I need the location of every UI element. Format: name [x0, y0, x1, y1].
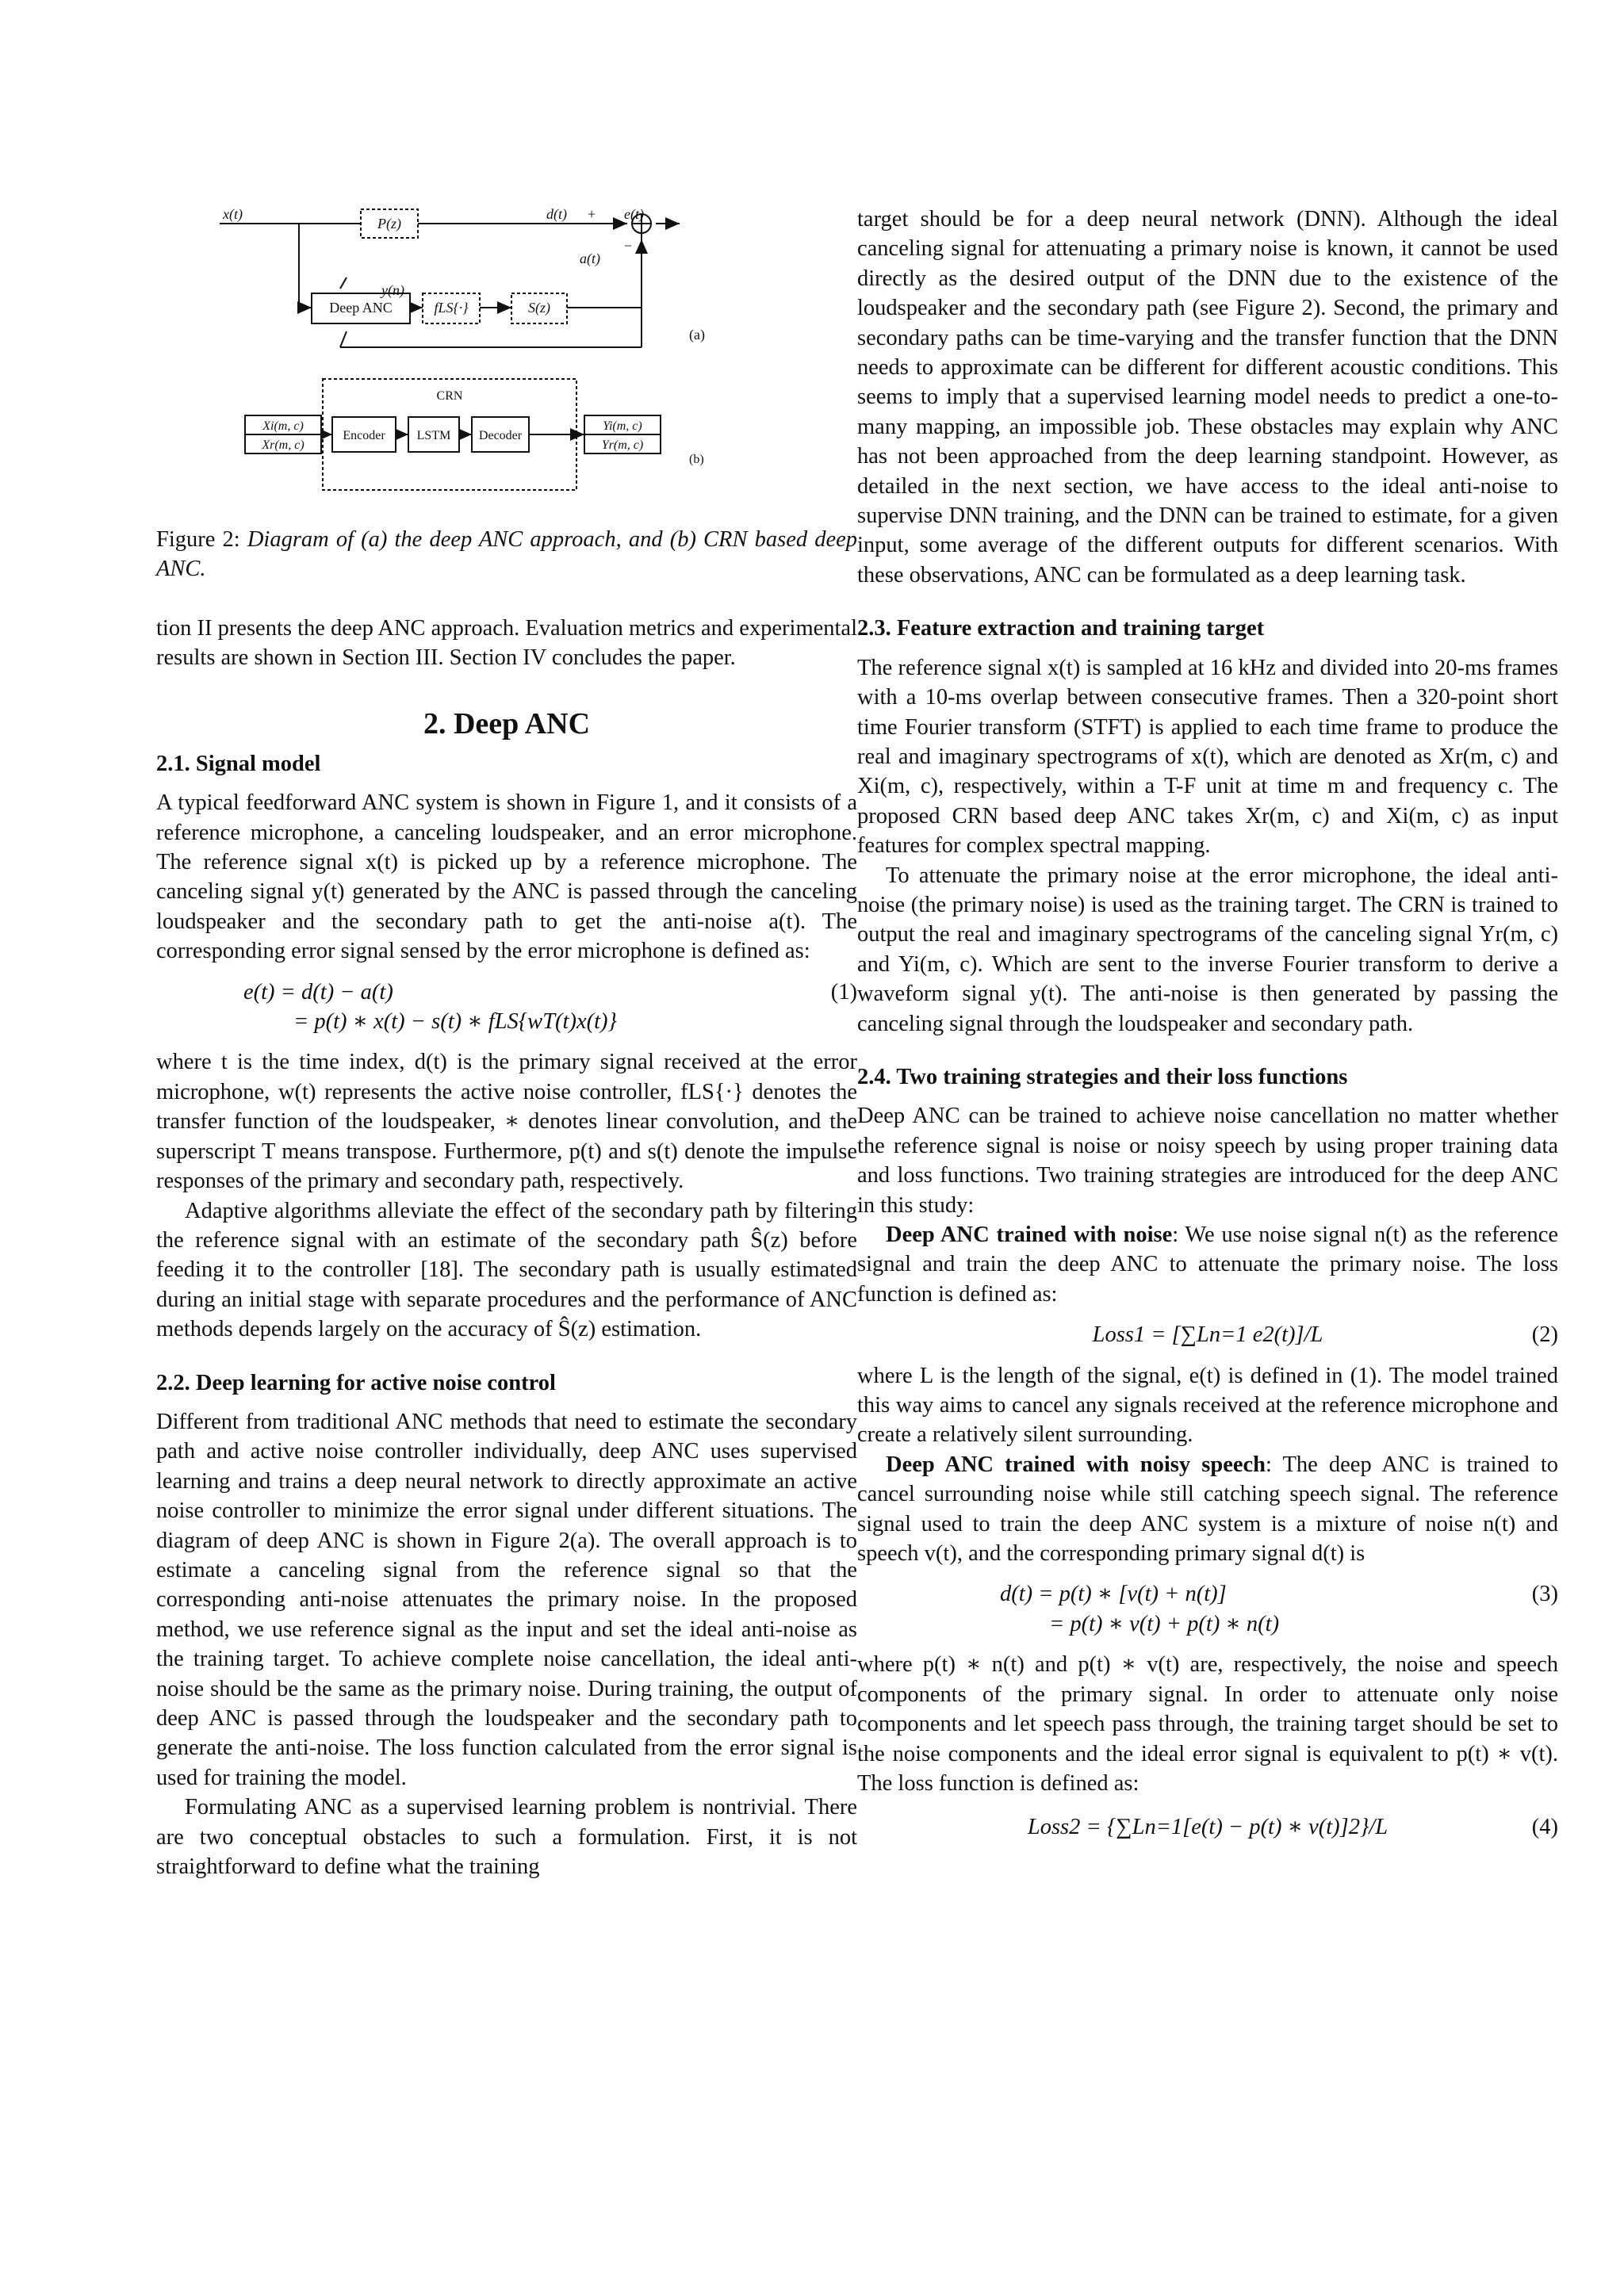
strategies-paragraph-2: where L is the length of the signal, e(t) is defined in (1). The model trained this way aims to cancel any signals received at the reference microphone and create a relatively silent surrounding. [857, 1363, 1558, 1448]
section-title: 2. Deep ANC [423, 706, 591, 740]
equation-1-line-2: = p(t) ∗ x(t) − s(t) ∗ fLS{wT(t)x(t)} [293, 1009, 617, 1035]
equation-1-line-1: e(t) = d(t) − a(t) [243, 979, 393, 1004]
label-dt: d(t) [546, 206, 567, 222]
strategy-noise-text: : We use noise signal n(t) as the reference signal and train the deep ANC to attenuate the primary noise. The loss function is defined as: [857, 1223, 1558, 1307]
equation-3 [857, 1579, 1558, 1639]
feature-paragraph-2: To attenuate the primary noise at the error microphone, the ideal anti-noise (the primary noise) is used as the training target. The CRN is trained to output the real and imaginary spectrograms of the canceling signal Yr(m, c) and Yi(m, c). Which are sent to the inverse Fourier transform to derive a waveform signal y(t). The anti-noise is then generated by passing the canceling signal through the loudspeaker and secondary path. [857, 863, 1558, 1036]
label-panel-b: (b) [689, 453, 704, 466]
figure-caption [156, 525, 857, 584]
equation-3-line-2: = p(t) ∗ v(t) + p(t) ∗ n(t) [1049, 1611, 1280, 1636]
equation-4-number: (4) [1531, 1815, 1558, 1840]
signal-model-paragraph-1: A typical feedforward ANC system is shown in Figure 1, and it consists of a reference microphone, a canceling loudspeaker, and an error microphone. The reference signal x(t) is picked up by a reference microphone. The canceling signal y(t) generated by the ANC is passed through the canceling loudspeaker and the secondary path to get the anti-noise a(t). The corresponding error signal sensed by the error microphone is defined as: [156, 790, 857, 964]
left-column [156, 205, 857, 1881]
feature-paragraph-1: The reference signal x(t) is sampled at 16 kHz and divided into 20-ms frames with a 10-ms overlap between consecutive frames. Then a 320-point short time Fourier transform (STFT) is applied to each time frame to produce the real and imaginary spectrograms of x(t), which are denoted as Xr(m, c) and Xi(m, c), respectively, within a T-F unit at time m and frequency c. The proposed CRN based deep ANC takes Xr(m, c) and Xi(m, c) as input features for complex spectral mapping. [857, 655, 1558, 859]
subsection-2-2-title: 2.2. Deep learning for active noise control [156, 1370, 556, 1395]
equation-4 [857, 1812, 1558, 1842]
equation-1-number: (1) [830, 979, 857, 1004]
label-yn: y(n) [381, 282, 404, 298]
equation-3-line-1: d(t) = p(t) ∗ [v(t) + n(t)] [1000, 1582, 1227, 1607]
label-at: a(t) [580, 251, 600, 266]
label-crn: CRN [436, 389, 463, 403]
label-deep-anc: Deep ANC [329, 300, 393, 316]
label-encoder: Encoder [343, 429, 385, 442]
label-xt: x(t) [223, 206, 243, 222]
subsection-2-1-title: 2.1. Signal model [156, 751, 321, 776]
deep-learning-paragraph-1: Different from traditional ANC methods that need to estimate the secondary path and active noise controller individually, deep ANC uses supervised learning and trains a deep neural network to directly approximate an active noise controller to minimize the error signal under different situations. The diagram of deep ANC is shown in Figure 2(a). The overall approach is to estimate a canceling signal from the reference signal so that the corresponding anti-noise attenuates the primary noise. In the proposed method, we use reference signal as the input and set the ideal anti-noise as the training target. To achieve complete noise cancellation, the ideal anti-noise should be the same as the primary noise. During training, the output of deep ANC is passed through the loudspeaker and the secondary path to generate the anti-noise. The loss function calculated from the error signal is used for training the model. [156, 1409, 857, 1790]
label-pz: P(z) [377, 216, 401, 232]
caption-prefix: Figure 2: [156, 527, 247, 552]
label-sz: S(z) [528, 300, 550, 316]
label-xr: Xr(m, c) [262, 438, 304, 452]
label-yr: Yr(m, c) [601, 438, 644, 452]
label-decoder: Decoder [478, 429, 523, 442]
deep-learning-paragraph-2: Formulating ANC as a supervised learning problem is nontrivial. There are two conceptual obstacles to such a formulation. First, it is not straightforward to define what the training [156, 1795, 857, 1880]
right-column [857, 205, 1558, 1854]
label-plus: + [588, 206, 596, 222]
intro-paragraph: tion II presents the deep ANC approach. Evaluation metrics and experimental results are shown in Section III. Section IV concludes the paper. [156, 616, 858, 671]
deep-anc-diagram [156, 205, 857, 506]
label-minus: − [624, 238, 633, 254]
signal-model-paragraph-3: Adaptive algorithms alleviate the effect of the secondary path by filtering the reference signal with an estimate of the secondary path Ŝ(z) before feeding it to the controller [18]. The secondary path is usually estimated during an initial stage with separate procedures and the performance of ANC methods depends largely on the accuracy of Ŝ(z) estimation. [156, 1198, 857, 1342]
equation-3-number: (3) [1531, 1582, 1558, 1607]
label-panel-a: (a) [689, 327, 705, 342]
figure-2 [156, 205, 857, 506]
subsection-2-4-title: 2.4. Two training strategies and their loss functions [857, 1064, 1348, 1089]
strategy-noisy-speech-text: : The deep ANC is trained to cancel surrounding noise while still catching speech signal. The reference signal used to train the deep ANC system is a mixture of noise n(t) and speech v(t), and the corresponding primary signal d(t) is [857, 1452, 1558, 1567]
subsection-2-3-title: 2.3. Feature extraction and training target [857, 616, 1265, 641]
equation-2 [857, 1320, 1558, 1349]
strategy-noisy-speech-label: Deep ANC trained with noisy speech [886, 1452, 1266, 1477]
strategy-noise-label: Deep ANC trained with noise [886, 1223, 1173, 1247]
signal-model-paragraph-2: where t is the time index, d(t) is the primary signal received at the error microphone, w(t) represents the active noise controller, fLS{·} denotes the transfer function of the loudspeaker, ∗ denotes linear convolution, and the superscript T means transpose. Furthermore, p(t) and s(t) denote the impulse responses of the primary and secondary path, respectively. [156, 1050, 857, 1194]
strategies-paragraph-1: Deep ANC can be trained to achieve noise cancellation no matter whether the reference signal is noise or noisy speech by using proper training data and loss functions. Two training strategies are introduced for the deep ANC in this study: [857, 1104, 1558, 1218]
strategies-paragraph-3: where p(t) ∗ n(t) and p(t) ∗ v(t) are, respectively, the noise and speech components of the primary signal. In order to attenuate only noise components and let speech pass through, the training target should be set to the noise components and the ideal error signal is equivalent to p(t) ∗ v(t). The loss function is defined as: [857, 1652, 1558, 1796]
equation-1 [156, 978, 857, 1037]
equation-4-body: Loss2 = {∑Ln=1[e(t) − p(t) ∗ v(t)]2}/L [1027, 1815, 1388, 1840]
continued-paragraph: target should be for a deep neural network (DNN). Although the ideal canceling signal for attenuating a primary noise is known, it cannot be used directly as the desired output of the DNN due to the existence of the loudspeaker and the secondary path (see Figure 2). Second, the primary and secondary paths can be time-varying and the transfer function that the DNN needs to approximate can be different for different acoustic conditions. This seems to imply that a supervised learning model needs to predict a one-to-many mapping, an impossible job. These obstacles may explain why ANC has not been approached from the deep learning standpoint. However, as detailed in the next section, we have access to the ideal anti-noise to supervise DNN training, and the DNN can be trained to estimate, for a given input, some average of the different outputs for different scenarios. With these observations, ANC can be formulated as a deep learning task. [857, 207, 1558, 587]
equation-2-number: (2) [1531, 1322, 1558, 1348]
strategy-noise-paragraph [857, 1220, 1558, 1309]
label-yi: Yi(m, c) [603, 419, 642, 433]
label-et: e(t) [624, 206, 644, 222]
equation-2-body: Loss1 = [∑Ln=1 e2(t)]/L [1092, 1322, 1323, 1348]
label-xi: Xi(m, c) [262, 419, 304, 433]
strategy-noisy-speech-paragraph [857, 1450, 1558, 1569]
label-fls: fLS{·} [434, 300, 469, 316]
caption-text: Diagram of (a) the deep ANC approach, and (b) CRN based deep ANC. [156, 527, 858, 581]
label-lstm: LSTM [416, 429, 451, 442]
